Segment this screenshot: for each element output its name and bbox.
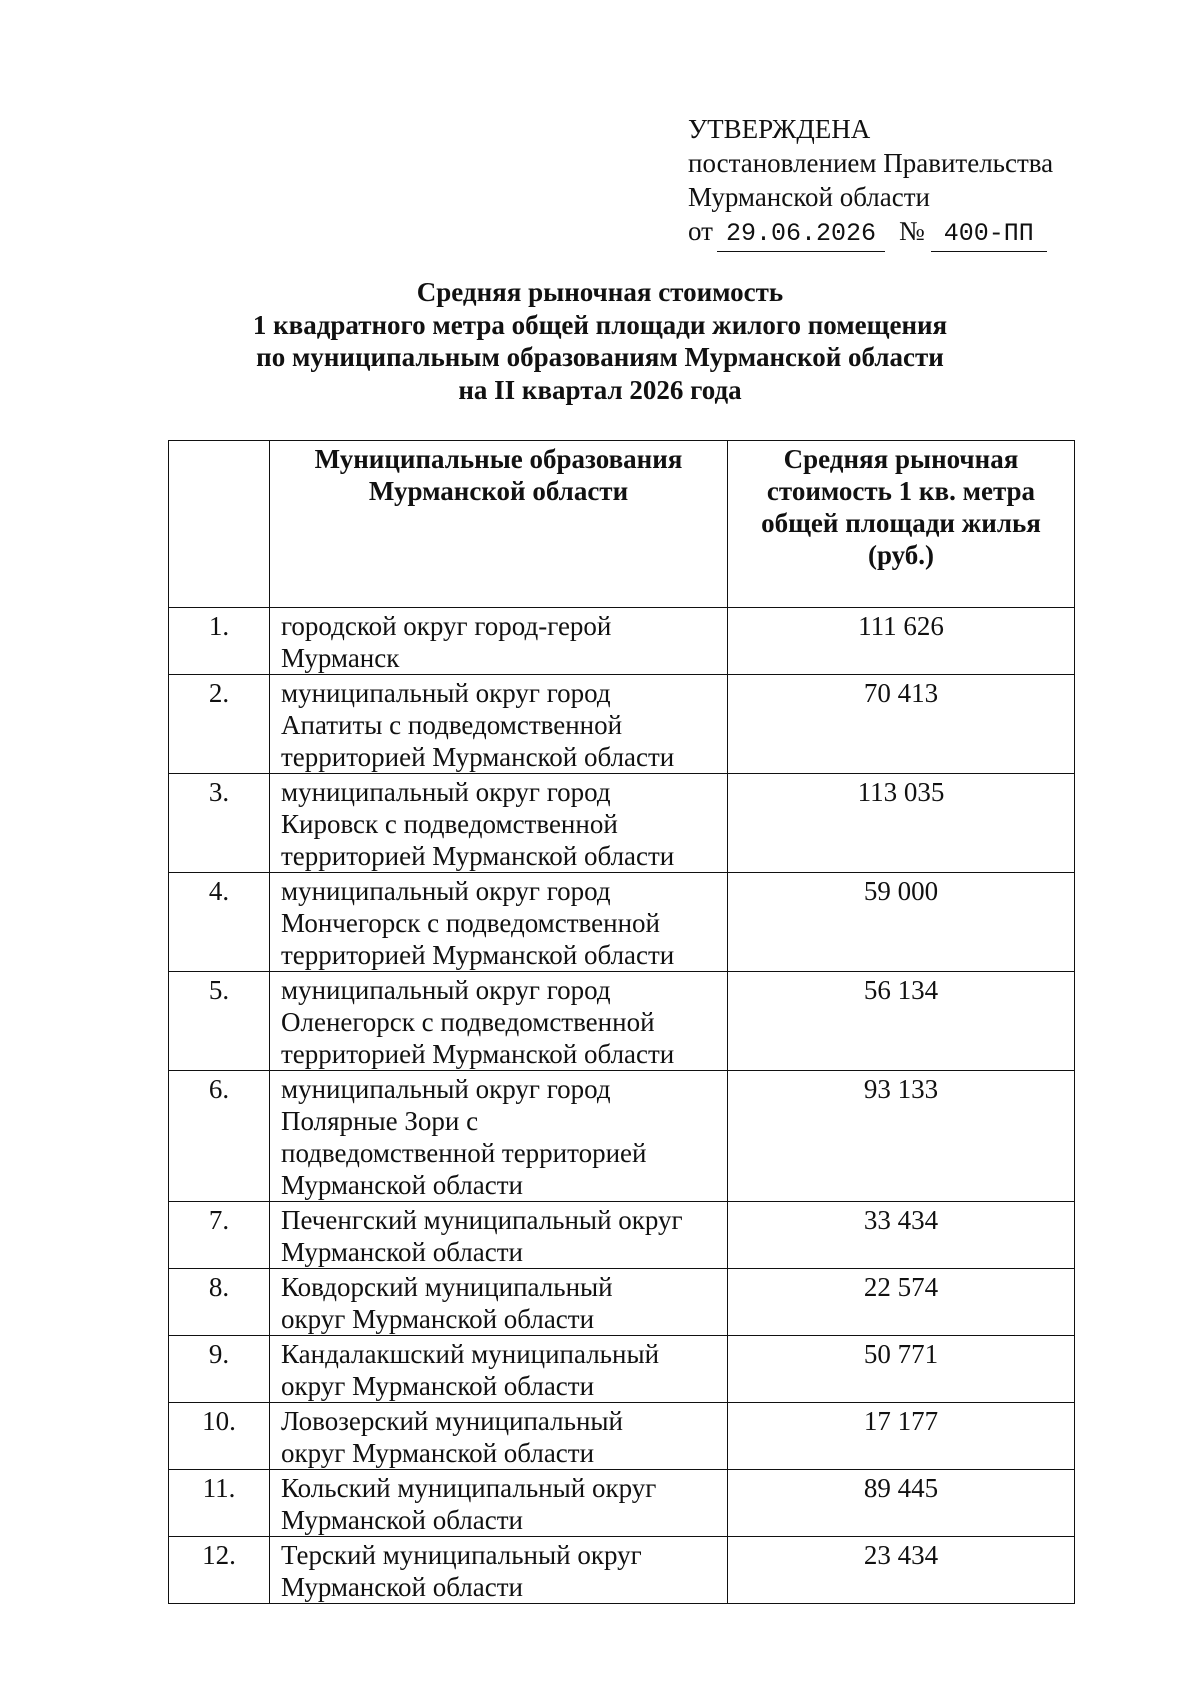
title-line-3: по муниципальным образованиям Мурманской области	[256, 342, 944, 372]
municipality-name-line: муниципальный округ город	[281, 1074, 611, 1104]
municipality-name-line: Ковдорский муниципальный	[281, 1272, 613, 1302]
municipality-name-line: Оленегорск с подведомственной	[281, 1007, 655, 1037]
municipality-name-line: Терский муниципальный округ	[281, 1540, 642, 1570]
header-price-line: (руб.)	[867, 540, 935, 570]
municipality-name-line: Мурманской области	[281, 1572, 523, 1602]
table-row	[169, 675, 1075, 774]
row-number: 7.	[169, 1202, 270, 1269]
approval-date-line	[688, 214, 1053, 252]
approval-number: 400-ПП	[931, 217, 1047, 252]
header-municipality-line: Мурманской области	[368, 476, 629, 506]
municipality-name-line: Кировск с подведомственной	[281, 809, 618, 839]
municipality-name-line: территорией Мурманской области	[281, 742, 675, 772]
number-sign: №	[898, 216, 925, 246]
title-line-2: 1 квадратного метра общей площади жилого помещения	[252, 309, 948, 340]
municipality-name-line: Мончегорск с подведомственной	[281, 908, 660, 938]
header-municipality-cell	[270, 441, 728, 608]
municipality-name-line: Мурманской области	[281, 1505, 523, 1535]
municipality-name	[270, 1269, 728, 1336]
price-value: 33 434	[728, 1202, 1075, 1269]
table-row	[169, 774, 1075, 873]
row-number: 3.	[169, 774, 270, 873]
header-price-line: Средняя рыночная	[783, 444, 1019, 474]
row-number: 11.	[169, 1470, 270, 1537]
table-row	[169, 1071, 1075, 1202]
municipality-name-line: Кандалакшский муниципальный	[281, 1339, 660, 1369]
price-value: 70 413	[728, 675, 1075, 774]
municipality-name	[270, 1537, 728, 1604]
table-row	[169, 608, 1075, 675]
municipality-name-line: Мурманской области	[281, 1170, 523, 1200]
municipality-name-line: Ловозерский муниципальный	[281, 1406, 623, 1436]
municipality-name-line: округ Мурманской области	[281, 1438, 595, 1468]
municipality-name	[270, 1336, 728, 1403]
municipality-name	[270, 608, 728, 675]
municipality-name-line: муниципальный округ город	[281, 876, 611, 906]
price-value: 59 000	[728, 873, 1075, 972]
row-number: 12.	[169, 1537, 270, 1604]
municipality-name-line: муниципальный округ город	[281, 777, 611, 807]
approval-stamp	[688, 112, 1053, 252]
price-value: 17 177	[728, 1403, 1075, 1470]
row-number: 8.	[169, 1269, 270, 1336]
row-number: 10.	[169, 1403, 270, 1470]
table-header-row	[169, 441, 1075, 608]
municipality-name-line: Печенгский муниципальный округ	[281, 1205, 683, 1235]
municipality-name	[270, 675, 728, 774]
price-value: 23 434	[728, 1537, 1075, 1604]
price-value: 111 626	[728, 608, 1075, 675]
table-row	[169, 1269, 1075, 1336]
municipality-name-line: округ Мурманской области	[281, 1371, 595, 1401]
table-row	[169, 873, 1075, 972]
row-number: 2.	[169, 675, 270, 774]
municipality-name	[270, 873, 728, 972]
price-value: 50 771	[728, 1336, 1075, 1403]
municipality-name-line: территорией Мурманской области	[281, 940, 675, 970]
municipality-name	[270, 1470, 728, 1537]
municipality-name-line: территорией Мурманской области	[281, 841, 675, 871]
table-row	[169, 1336, 1075, 1403]
municipality-name-line: Мурманской области	[281, 1237, 523, 1267]
table-row	[169, 1403, 1075, 1470]
municipality-name-line: городской округ город-герой	[281, 611, 612, 641]
price-value: 113 035	[728, 774, 1075, 873]
header-price-cell	[728, 441, 1075, 608]
table-body	[169, 608, 1075, 1604]
table-row	[169, 1202, 1075, 1269]
price-value: 93 133	[728, 1071, 1075, 1202]
municipality-name	[270, 1071, 728, 1202]
approval-issuer: постановлением Правительства	[688, 148, 1054, 178]
municipality-name	[270, 1403, 728, 1470]
municipality-name	[270, 972, 728, 1071]
price-table	[168, 440, 1075, 1604]
row-number: 4.	[169, 873, 270, 972]
row-number: 9.	[169, 1336, 270, 1403]
price-value: 56 134	[728, 972, 1075, 1071]
municipality-name-line: Мурманск	[281, 643, 400, 673]
municipality-name	[270, 774, 728, 873]
municipality-name-line: муниципальный округ город	[281, 975, 611, 1005]
municipality-name-line: территорией Мурманской области	[281, 1039, 675, 1069]
row-number: 5.	[169, 972, 270, 1071]
header-price-line: стоимость 1 кв. метра	[766, 476, 1036, 506]
municipality-name-line: Апатиты с подведомственной	[281, 710, 623, 740]
document-title	[0, 276, 1200, 406]
title-line-4: на II квартал 2026 года	[458, 374, 742, 405]
municipality-name-line: Кольский муниципальный округ	[281, 1473, 657, 1503]
municipality-name	[270, 1202, 728, 1269]
municipality-name-line: подведомственной территорией	[281, 1138, 647, 1168]
approval-heading: УТВЕРЖДЕНА	[688, 114, 871, 144]
municipality-name-line: муниципальный округ город	[281, 678, 611, 708]
header-price-line: общей площади жилья	[761, 508, 1041, 538]
municipality-name-line: округ Мурманской области	[281, 1304, 595, 1334]
price-value: 89 445	[728, 1470, 1075, 1537]
approval-date: 29.06.2026	[717, 217, 885, 252]
price-value: 22 574	[728, 1269, 1075, 1336]
row-number: 6.	[169, 1071, 270, 1202]
title-line-1: Средняя рыночная стоимость	[416, 277, 784, 307]
approval-region: Мурманской области	[688, 182, 930, 212]
table-row	[169, 972, 1075, 1071]
municipality-name-line: Полярные Зори с	[281, 1106, 479, 1136]
row-number: 1.	[169, 608, 270, 675]
date-prefix: от	[688, 216, 713, 246]
header-municipality-line: Муниципальные образования	[314, 444, 683, 474]
table-row	[169, 1537, 1075, 1604]
header-number-cell	[169, 441, 270, 608]
table-row	[169, 1470, 1075, 1537]
